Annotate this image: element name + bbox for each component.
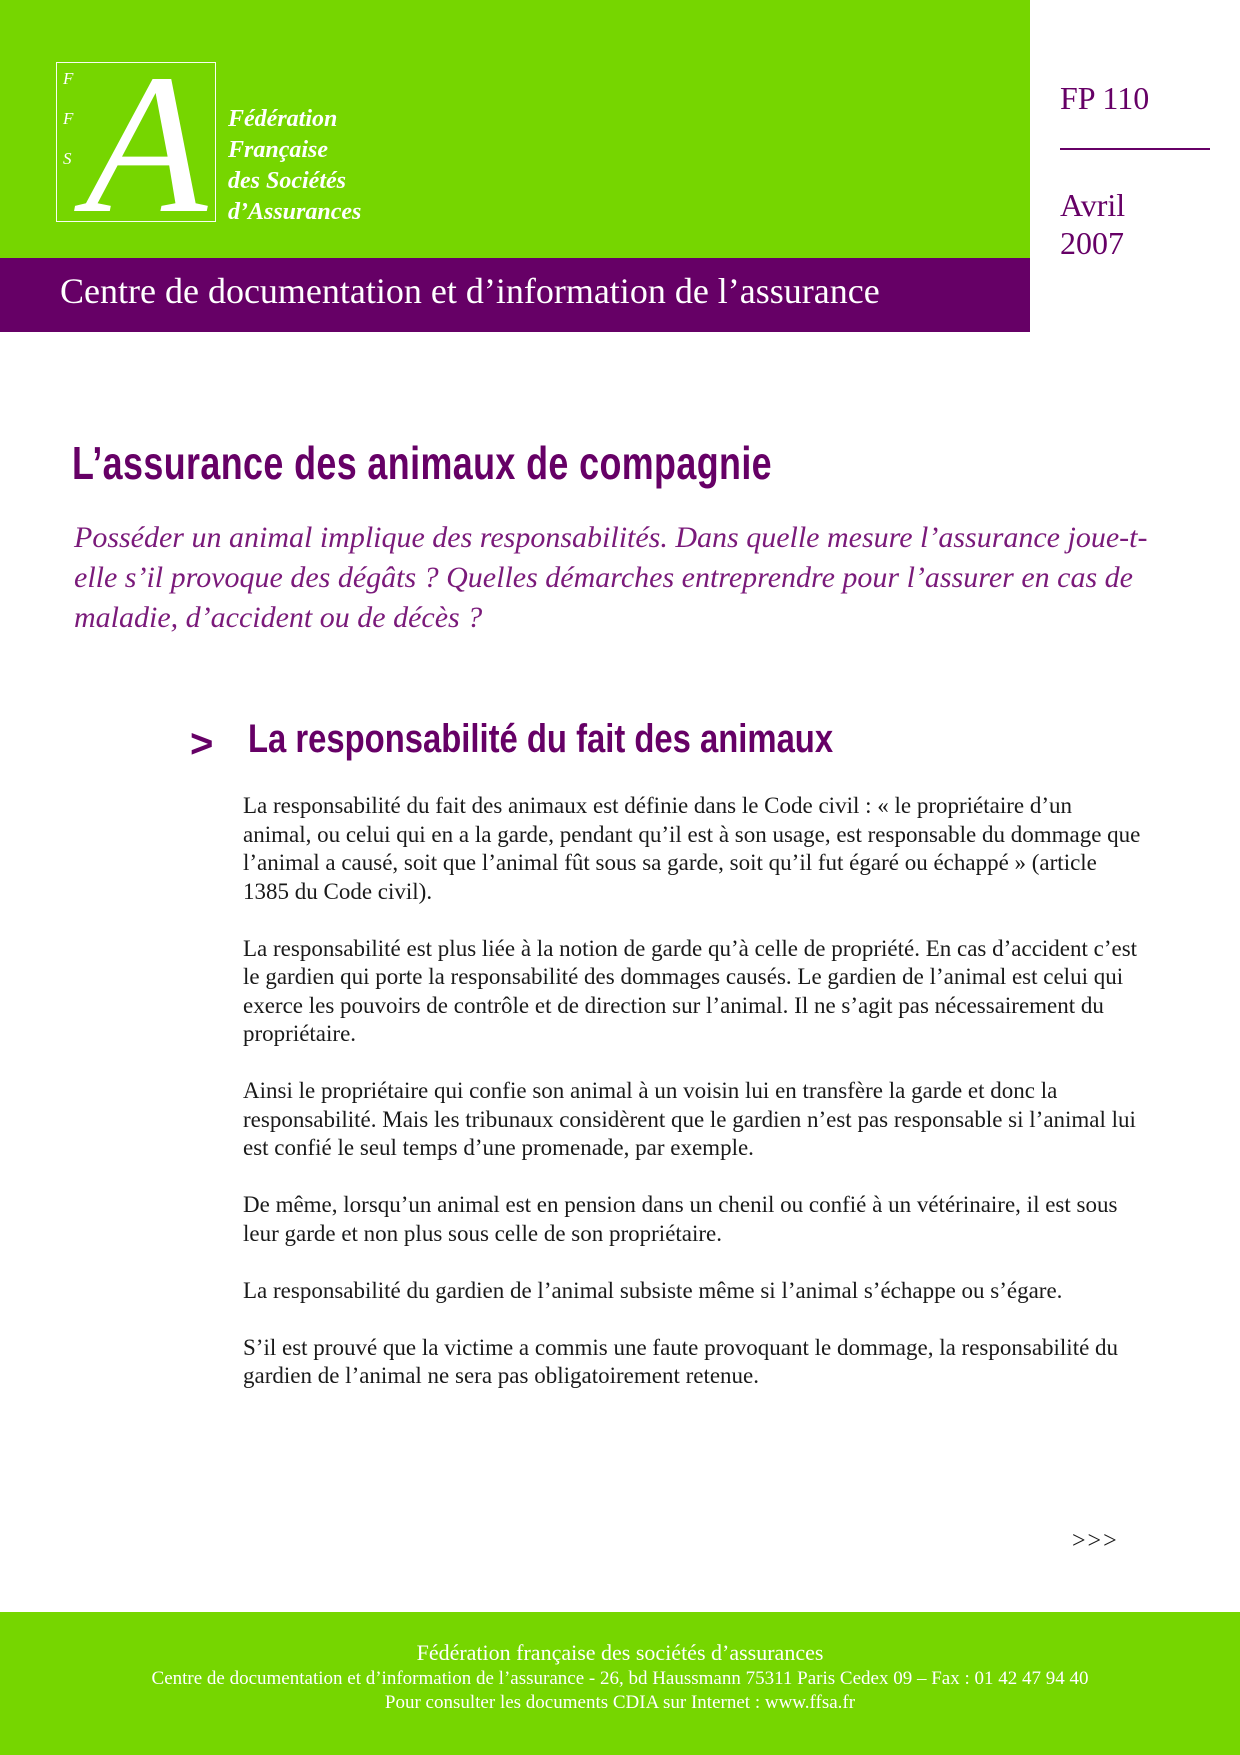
logo-letter-s: S: [63, 149, 72, 168]
divider: [1060, 148, 1210, 150]
page-title: L’assurance des animaux de compagnie: [72, 437, 773, 489]
body-paragraph: Ainsi le propriétaire qui confie son animal à un voisin lui en transfère la garde et donc la responsabilité. Mais les tribunaux considèrent que le gardien n’est pas responsable si l’animal lui est confié le seul temps d’une promenade, par exemple.: [243, 1078, 1136, 1160]
org-name: [228, 104, 361, 228]
footer-address: Centre de documentation et d’information de l’assurance - 26, bd Haussmann 75311 Paris Cedex 09 – Fax : 01 42 47 94 40: [151, 1668, 1089, 1689]
document-code: FP 110: [1060, 80, 1150, 116]
ffsa-logo: [56, 34, 216, 255]
org-name-line: Française: [228, 137, 329, 163]
logo-letter-f2: F: [63, 109, 74, 128]
body-paragraph: La responsabilité du fait des animaux est définie dans le Code civil : « le propriétaire d’un animal, ou celui qui en a la garde, pendant qu’il est à son usage, est responsable du dommage que l’animal a causé, soit que l’animal fût sous sa garde, soit qu’il fut égaré ou échappé » (article 1385 du Code civil).: [243, 793, 1141, 904]
intro-paragraph: Posséder un animal implique des responsabilités. Dans quelle mesure l’assurance joue-t-elle s’il provoque des dégâts ? Quelles démarches entreprendre pour l’assurer en cas de maladie, d’accident ou de décès ?: [74, 521, 1148, 634]
document-month: Avril: [1060, 187, 1126, 223]
continue-marker: >>>: [1072, 1528, 1119, 1554]
logo-letter-f1: F: [63, 69, 74, 88]
footer-website: Pour consulter les documents CDIA sur Internet : www.ffsa.fr: [384, 1692, 856, 1713]
logo-letters: [63, 69, 73, 169]
body-paragraph: La responsabilité est plus liée à la notion de garde qu’à celle de propriété. En cas d’accident c’est le gardien qui porte la responsabilité des dommages causés. Le gardien de l’animal est celui qui exerce les pouvoirs de contrôle et de direction sur l’animal. Il ne s’agit pas nécessairement du propriétaire.: [243, 935, 1138, 1046]
body-paragraph: S’il est prouvé que la victime a commis une faute provoquant le dommage, la responsabilité du gardien de l’animal ne sera pas obligatoirement retenue.: [243, 1334, 1119, 1388]
section-title: La responsabilité du fait des animaux: [248, 717, 834, 761]
logo-script-a: A: [85, 34, 208, 255]
section-marker-icon: >: [190, 722, 214, 766]
document-year: 2007: [1060, 225, 1124, 261]
body-paragraph: La responsabilité du gardien de l’animal subsiste même si l’animal s’échappe ou s’égare.: [243, 1277, 1063, 1303]
body-paragraph: De même, lorsqu’un animal est en pension dans un chenil ou confié à un vétérinaire, il est sous leur garde et non plus sous celle de son propriétaire.: [243, 1192, 1118, 1246]
footer-org-name: Fédération française des sociétés d’assurances: [416, 1640, 824, 1665]
org-name-line: d’Assurances: [228, 199, 362, 225]
banner-title: Centre de documentation et d’information de l’assurance: [60, 271, 880, 311]
org-name-line: des Sociétés: [228, 168, 346, 194]
section-body: [243, 792, 1143, 1419]
org-name-line: Fédération: [228, 106, 338, 132]
